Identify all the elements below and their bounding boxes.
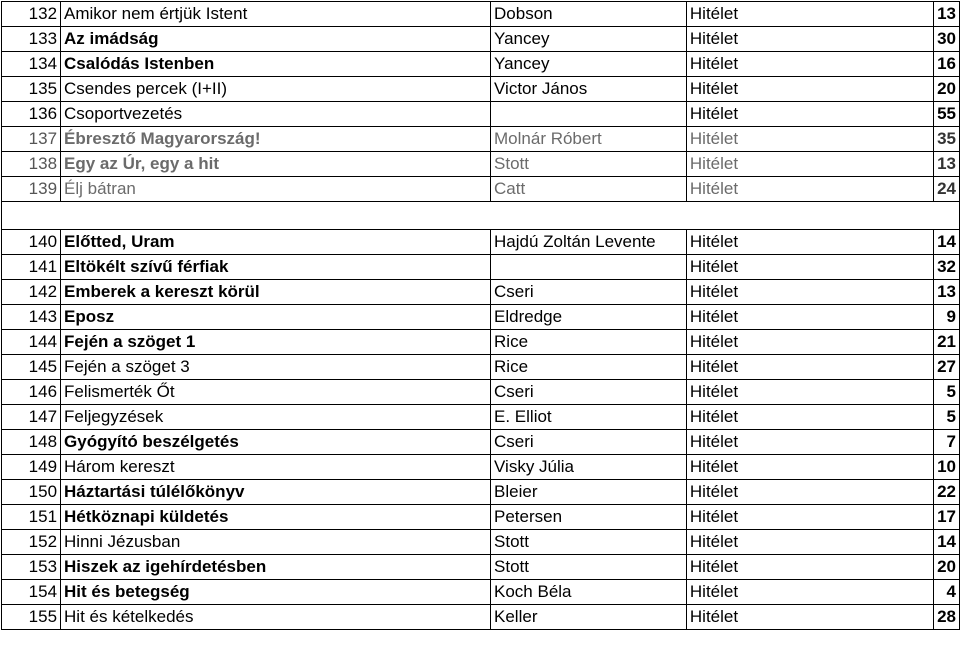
book-title: Egy az Úr, egy a hit [61, 152, 491, 177]
book-category: Hitélet [686, 505, 933, 530]
book-author: Bleier [491, 480, 687, 505]
book-title: Hit és kételkedés [61, 605, 491, 630]
book-table [1, 1, 960, 630]
book-category: Hitélet [686, 77, 933, 102]
book-category: Hitélet [686, 52, 933, 77]
table-row [2, 255, 960, 280]
book-category: Hitélet [686, 255, 933, 280]
book-title: Előtted, Uram [61, 230, 491, 255]
table-row [2, 605, 960, 630]
book-title: Gyógyító beszélgetés [61, 430, 491, 455]
book-title: Csendes percek (I+II) [61, 77, 491, 102]
book-count: 27 [934, 355, 960, 380]
book-count: 17 [934, 505, 960, 530]
table-row [2, 480, 960, 505]
book-category: Hitélet [686, 230, 933, 255]
book-title: Eltökélt szívű férfiak [61, 255, 491, 280]
table-row [2, 2, 960, 27]
row-number: 136 [2, 102, 61, 127]
table-row [2, 505, 960, 530]
book-category: Hitélet [686, 555, 933, 580]
row-spacer [2, 202, 960, 230]
book-title: Hit és betegség [61, 580, 491, 605]
book-category: Hitélet [686, 355, 933, 380]
table-row [2, 52, 960, 77]
book-category: Hitélet [686, 27, 933, 52]
book-count: 20 [934, 555, 960, 580]
book-count: 14 [934, 530, 960, 555]
book-count: 5 [934, 380, 960, 405]
book-author: Catt [491, 177, 687, 202]
book-category: Hitélet [686, 530, 933, 555]
row-number: 137 [2, 127, 61, 152]
book-author: Yancey [491, 27, 687, 52]
book-count: 24 [934, 177, 960, 202]
book-author: Stott [491, 555, 687, 580]
row-number: 134 [2, 52, 61, 77]
table-row [2, 152, 960, 177]
book-category: Hitélet [686, 605, 933, 630]
spacer-cell [934, 202, 960, 230]
book-count: 5 [934, 405, 960, 430]
table-row [2, 102, 960, 127]
book-count: 16 [934, 52, 960, 77]
table-row [2, 355, 960, 380]
book-count: 20 [934, 77, 960, 102]
row-number: 144 [2, 330, 61, 355]
book-author: Keller [491, 605, 687, 630]
row-number: 155 [2, 605, 61, 630]
row-number: 150 [2, 480, 61, 505]
book-category: Hitélet [686, 405, 933, 430]
book-count: 13 [934, 280, 960, 305]
book-author: Victor János [491, 77, 687, 102]
book-category: Hitélet [686, 152, 933, 177]
book-category: Hitélet [686, 280, 933, 305]
table-row [2, 177, 960, 202]
book-count: 4 [934, 580, 960, 605]
book-title: Háztartási túlélőkönyv [61, 480, 491, 505]
book-count: 30 [934, 27, 960, 52]
table-row [2, 127, 960, 152]
row-number: 140 [2, 230, 61, 255]
book-author: Rice [491, 330, 687, 355]
book-title: Amikor nem értjük Istent [61, 2, 491, 27]
book-count: 13 [934, 2, 960, 27]
book-author: Stott [491, 530, 687, 555]
book-title: Hinni Jézusban [61, 530, 491, 555]
book-author: Petersen [491, 505, 687, 530]
book-author: Hajdú Zoltán Levente [491, 230, 687, 255]
row-number: 146 [2, 380, 61, 405]
book-title: Csalódás Istenben [61, 52, 491, 77]
spacer-cell [686, 202, 933, 230]
book-count: 13 [934, 152, 960, 177]
table-row [2, 555, 960, 580]
table-row [2, 530, 960, 555]
book-title: Eposz [61, 305, 491, 330]
book-title: Hétköznapi küldetés [61, 505, 491, 530]
book-title: Feljegyzések [61, 405, 491, 430]
book-count: 22 [934, 480, 960, 505]
spacer-cell [2, 202, 61, 230]
book-author: Dobson [491, 2, 687, 27]
row-number: 151 [2, 505, 61, 530]
table-row [2, 430, 960, 455]
book-author: Stott [491, 152, 687, 177]
book-category: Hitélet [686, 127, 933, 152]
book-author: Cseri [491, 430, 687, 455]
book-category: Hitélet [686, 305, 933, 330]
table-row [2, 77, 960, 102]
table-row [2, 27, 960, 52]
book-category: Hitélet [686, 580, 933, 605]
table-row [2, 405, 960, 430]
book-count: 10 [934, 455, 960, 480]
table-row [2, 330, 960, 355]
row-number: 153 [2, 555, 61, 580]
spacer-cell [61, 202, 491, 230]
book-author [491, 102, 687, 127]
book-author: Molnár Róbert [491, 127, 687, 152]
book-title: Fején a szöget 3 [61, 355, 491, 380]
book-title: Hiszek az igehírdetésben [61, 555, 491, 580]
row-number: 135 [2, 77, 61, 102]
book-title: Emberek a kereszt körül [61, 280, 491, 305]
book-author: E. Elliot [491, 405, 687, 430]
book-category: Hitélet [686, 430, 933, 455]
table-row [2, 580, 960, 605]
book-author [491, 255, 687, 280]
book-author: Cseri [491, 280, 687, 305]
row-number: 143 [2, 305, 61, 330]
table-row [2, 380, 960, 405]
book-category: Hitélet [686, 2, 933, 27]
book-title: Élj bátran [61, 177, 491, 202]
row-number: 148 [2, 430, 61, 455]
book-count: 9 [934, 305, 960, 330]
book-author: Cseri [491, 380, 687, 405]
book-author: Rice [491, 355, 687, 380]
book-title: Az imádság [61, 27, 491, 52]
book-category: Hitélet [686, 455, 933, 480]
book-author: Koch Béla [491, 580, 687, 605]
row-number: 149 [2, 455, 61, 480]
book-count: 55 [934, 102, 960, 127]
book-title: Fején a szöget 1 [61, 330, 491, 355]
row-number: 141 [2, 255, 61, 280]
row-number: 142 [2, 280, 61, 305]
row-number: 147 [2, 405, 61, 430]
row-number: 139 [2, 177, 61, 202]
book-author: Visky Júlia [491, 455, 687, 480]
book-category: Hitélet [686, 177, 933, 202]
book-title: Csoportvezetés [61, 102, 491, 127]
book-count: 7 [934, 430, 960, 455]
book-table-body [2, 2, 960, 630]
table-row [2, 280, 960, 305]
row-number: 154 [2, 580, 61, 605]
book-count: 35 [934, 127, 960, 152]
book-count: 14 [934, 230, 960, 255]
row-number: 138 [2, 152, 61, 177]
row-number: 152 [2, 530, 61, 555]
row-number: 132 [2, 2, 61, 27]
book-title: Ébresztő Magyarország! [61, 127, 491, 152]
table-row [2, 230, 960, 255]
row-number: 145 [2, 355, 61, 380]
book-category: Hitélet [686, 102, 933, 127]
book-count: 21 [934, 330, 960, 355]
book-title: Három kereszt [61, 455, 491, 480]
book-category: Hitélet [686, 330, 933, 355]
row-number: 133 [2, 27, 61, 52]
book-author: Eldredge [491, 305, 687, 330]
table-row [2, 305, 960, 330]
book-author: Yancey [491, 52, 687, 77]
spacer-cell [491, 202, 687, 230]
book-count: 32 [934, 255, 960, 280]
table-row [2, 455, 960, 480]
book-category: Hitélet [686, 480, 933, 505]
book-count: 28 [934, 605, 960, 630]
book-title: Felismerték Őt [61, 380, 491, 405]
book-category: Hitélet [686, 380, 933, 405]
